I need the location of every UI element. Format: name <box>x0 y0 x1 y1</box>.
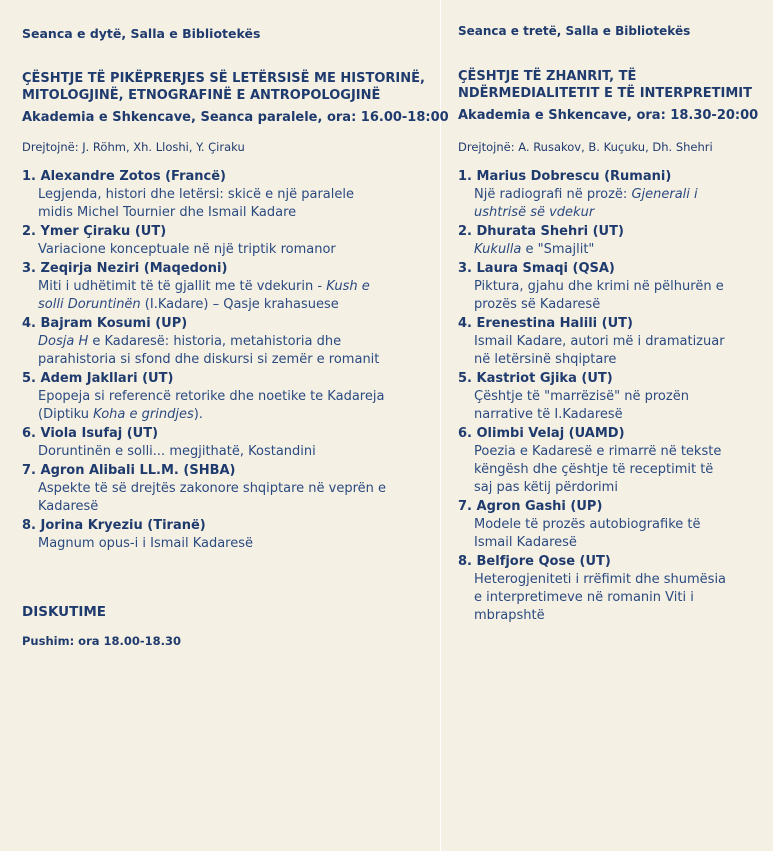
paper-title <box>22 480 386 516</box>
speaker-name: 7. Agron Gashi (UP) <box>458 499 603 514</box>
paper-text: e "Smajlit" <box>521 242 595 257</box>
paper-line: këngësh dhe çështje të receptimit të <box>474 462 714 477</box>
speaker-name: 4. Bajram Kosumi (UP) <box>22 316 188 331</box>
paper-line: Doruntinën e solli... megjithatë, Kostandini <box>38 444 316 459</box>
paper-line: Magnum opus-i i Ismail Kadaresë <box>38 536 254 551</box>
paper-title <box>458 443 726 497</box>
list-item <box>458 222 726 259</box>
paper-title <box>22 388 386 424</box>
speaker-name: 5. Adem Jakllari (UT) <box>22 371 174 386</box>
paper-title <box>22 241 386 259</box>
speaker-name: 3. Laura Smaqi (QSA) <box>458 261 615 276</box>
paper-line: Variacione konceptuale në një triptik romanor <box>38 242 336 257</box>
column-divider <box>440 0 441 851</box>
paper-line: Poezia e Kadaresë e rimarrë në tekste <box>474 444 722 459</box>
paper-line <box>38 278 386 296</box>
paper-line: e interpretimeve në romanin Viti i <box>474 590 694 605</box>
speaker-name: 6. Viola Isufaj (UT) <box>22 426 159 441</box>
paper-italic: Gjenerali i <box>631 187 698 202</box>
list-item <box>22 167 386 222</box>
paper-line: Kadaresë <box>38 499 99 514</box>
list-item <box>22 369 386 424</box>
speaker-name: 4. Erenestina Halili (UT) <box>458 316 633 331</box>
paper-title <box>22 333 386 369</box>
list-item <box>22 314 386 369</box>
venue-time: Akademia e Shkencave, Seanca paralele, ora: 16.00-18:00 <box>22 110 449 125</box>
speaker-name: 2. Dhurata Shehri (UT) <box>458 224 624 239</box>
paper-title <box>458 571 726 625</box>
speaker-name: 7. Agron Alibali LL.M. (SHBA) <box>22 463 236 478</box>
paper-line: midis Michel Tournier dhe Ismail Kadare <box>38 205 297 220</box>
paper-italic: Dosja H <box>38 334 89 349</box>
paper-italic: Kush e <box>326 279 370 294</box>
list-item <box>458 497 726 552</box>
list-item <box>458 369 726 424</box>
list-item <box>22 516 386 553</box>
list-item <box>22 461 386 516</box>
paper-title <box>458 278 726 314</box>
paper-line: në letërsinë shqiptare <box>474 352 617 367</box>
paper-line: prozës së Kadaresë <box>474 297 601 312</box>
title-line: NDËRMEDIALITETIT E TË INTERPRETIMIT <box>458 86 752 101</box>
session-heading: Seanca e tretë, Salla e Bibliotekës <box>458 24 691 38</box>
paper-italic: solli Doruntinën <box>38 297 141 312</box>
chairs: Drejtojnë: A. Rusakov, B. Kuçuku, Dh. Shehri <box>458 140 713 154</box>
paper-text: ). <box>193 407 203 422</box>
paper-line <box>474 186 726 204</box>
list-item <box>458 424 726 497</box>
speaker-name: 8. Jorina Kryeziu (Tiranë) <box>22 518 206 533</box>
paper-line: mbrapshtë <box>474 608 545 623</box>
paper-line: Heterogjeniteti i rrëfimit dhe shumësia <box>474 572 727 587</box>
paper-text: e Kadaresë: historia, metahistoria dhe <box>88 334 342 349</box>
list-item <box>22 259 386 314</box>
list-item <box>458 259 726 314</box>
paper-title <box>458 186 726 222</box>
break-time: Pushim: ora 18.00-18.30 <box>22 634 182 648</box>
title-line: MITOLOGJINË, ETNOGRAFINË E ANTROPOLOGJINË <box>22 88 381 103</box>
paper-line: Ismail Kadaresë <box>474 535 577 550</box>
paper-line <box>38 406 386 424</box>
discussion-heading: DISKUTIME <box>22 604 107 620</box>
paper-line <box>38 296 386 314</box>
speaker-list <box>22 167 386 553</box>
title-line: ÇËSHTJE TË ZHANRIT, TË <box>458 69 637 84</box>
paper-title <box>22 278 386 314</box>
paper-line <box>474 241 726 259</box>
paper-title <box>22 535 386 553</box>
paper-line: saj pas këtij përdorimi <box>474 480 618 495</box>
speaker-name: 1. Alexandre Zotos (Francë) <box>22 169 226 184</box>
paper-text: Miti i udhëtimit të të gjallit me të vdekurin - <box>38 279 327 294</box>
paper-line: Ismail Kadare, autori më i dramatizuar <box>474 334 725 349</box>
title-line: ÇËSHTJE TË PIKËPRERJES SË LETËRSISË ME HISTORINË, <box>22 71 425 86</box>
paper-italic: ushtrisë së vdekur <box>474 205 595 220</box>
list-item <box>458 314 726 369</box>
paper-title <box>22 186 386 222</box>
paper-title <box>458 333 726 369</box>
paper-line: Çështje të "marrëzisë" në prozën <box>474 389 689 404</box>
venue-time: Akademia e Shkencave, ora: 18.30-20:00 <box>458 108 759 123</box>
paper-line: Legjenda, histori dhe letërsi: skicë e një paralele <box>38 187 354 202</box>
speaker-list <box>458 167 726 625</box>
paper-text: (Diptiku <box>38 407 94 422</box>
session-heading: Seanca e dytë, Salla e Bibliotekës <box>22 26 261 41</box>
paper-text: (I.Kadare) – Qasje krahasuese <box>140 297 339 312</box>
paper-line <box>38 333 386 351</box>
paper-title <box>22 443 386 461</box>
paper-title <box>458 388 726 424</box>
paper-italic: Kukulla <box>474 242 522 257</box>
list-item <box>458 167 726 222</box>
chairs: Drejtojnë: J. Röhm, Xh. Lloshi, Y. Çiraku <box>22 140 245 154</box>
session-title <box>458 68 752 102</box>
speaker-name: 2. Ymer Çiraku (UT) <box>22 224 167 239</box>
paper-italic: Koha e grindjes <box>93 407 194 422</box>
speaker-name: 3. Zeqirja Neziri (Maqedoni) <box>22 261 228 276</box>
speaker-name: 1. Marius Dobrescu (Rumani) <box>458 169 672 184</box>
paper-line: Aspekte të së drejtës zakonore shqiptare në veprën e <box>38 481 387 496</box>
paper-line: narrative të I.Kadaresë <box>474 407 623 422</box>
paper-line: Modele të prozës autobiografike të <box>474 517 701 532</box>
paper-text: Një radiografi në prozë: <box>474 187 632 202</box>
speaker-name: 5. Kastriot Gjika (UT) <box>458 371 613 386</box>
list-item <box>458 552 726 625</box>
speaker-name: 6. Olimbi Velaj (UAMD) <box>458 426 625 441</box>
paper-line: parahistoria si sfond dhe diskursi si zemër e romanit <box>38 352 380 367</box>
paper-line: Epopeja si referencë retorike dhe noetike te Kadareja <box>38 389 385 404</box>
paper-line: Piktura, gjahu dhe krimi në pëlhurën e <box>474 279 724 294</box>
session-title <box>22 70 425 104</box>
paper-title <box>458 241 726 259</box>
paper-title <box>458 516 726 552</box>
list-item <box>22 424 386 461</box>
paper-line <box>474 204 726 222</box>
speaker-name: 8. Belfjore Qose (UT) <box>458 554 611 569</box>
list-item <box>22 222 386 259</box>
